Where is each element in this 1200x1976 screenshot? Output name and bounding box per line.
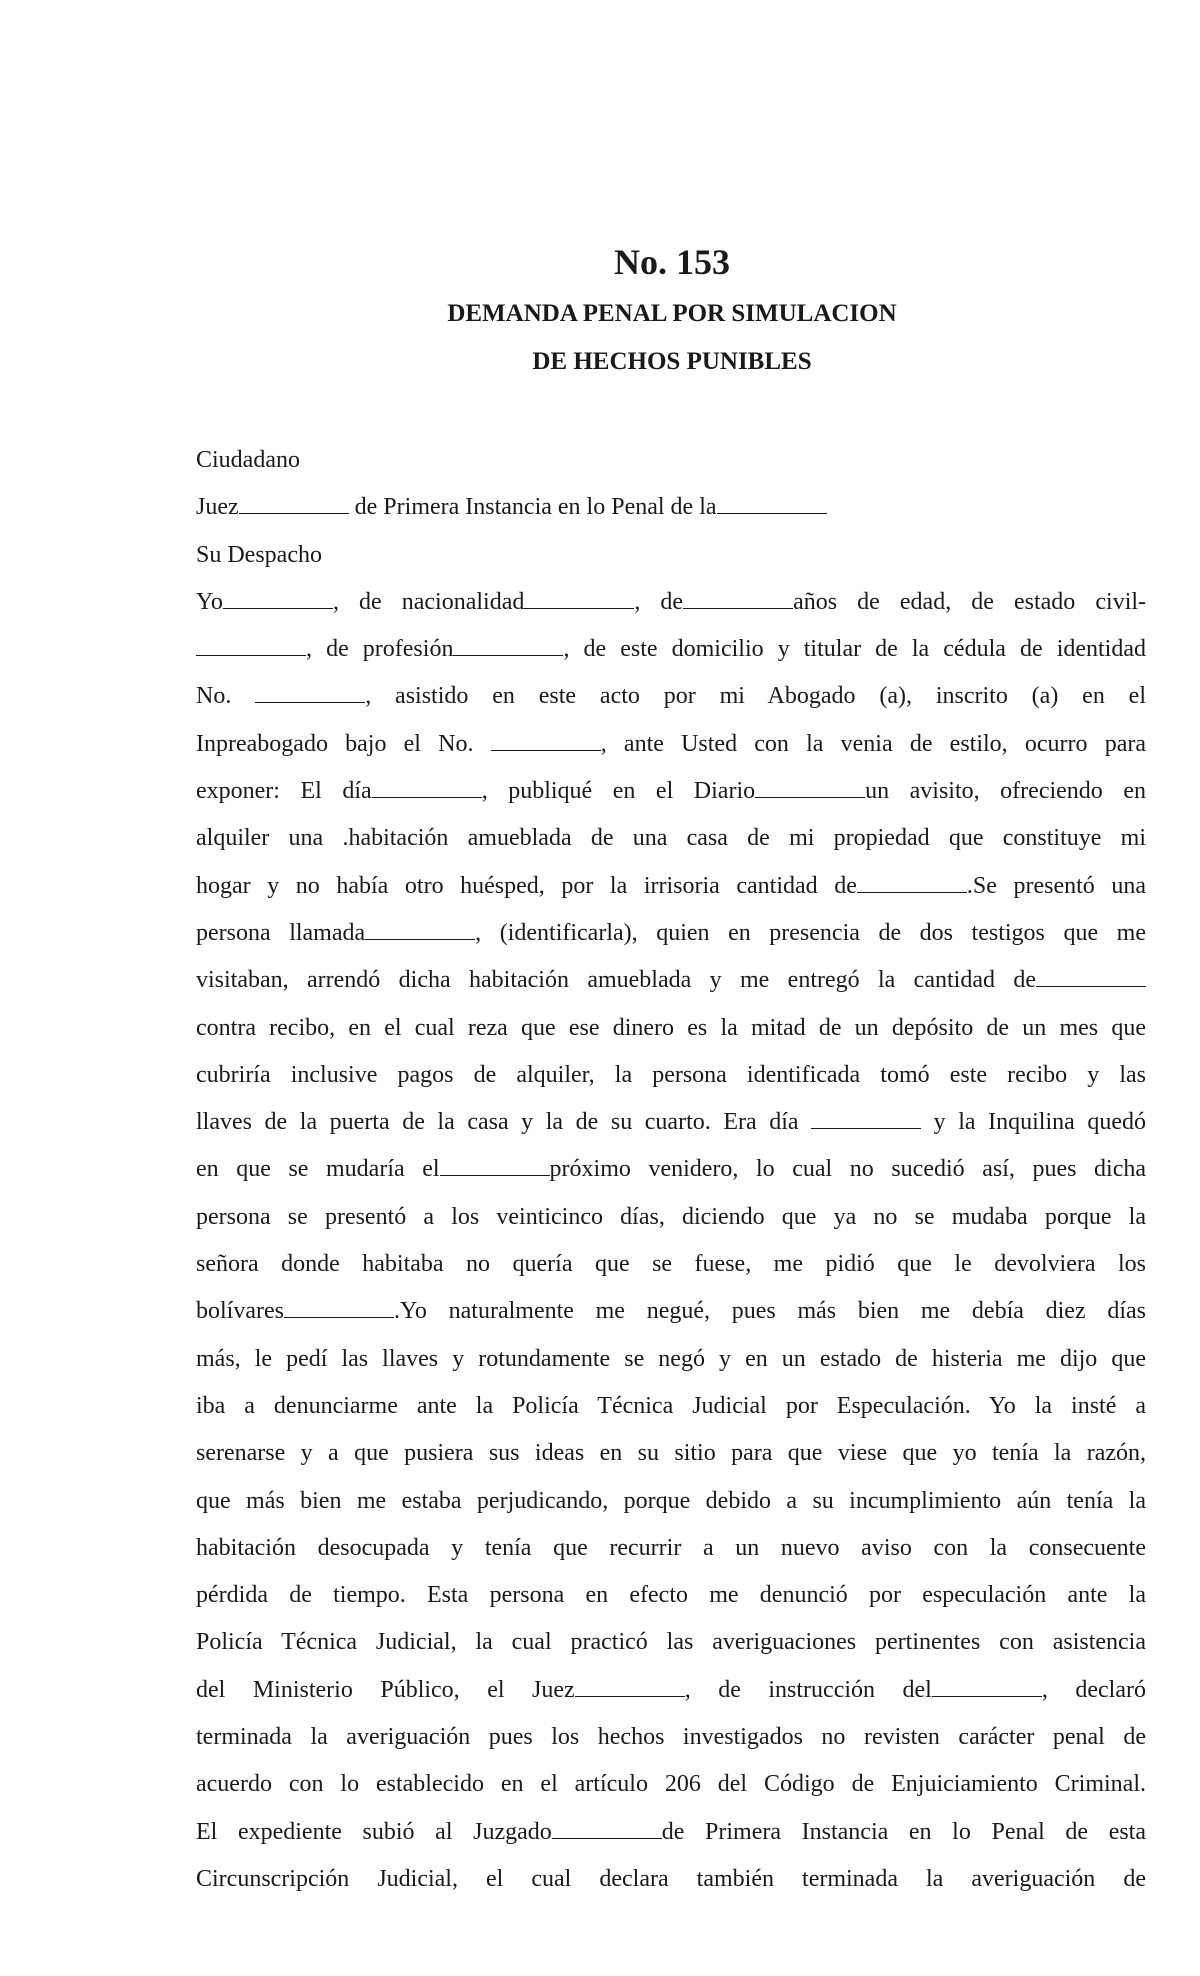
body-line: El expediente subió al Juzgado de Primera Instancia en lo Penal de esta (196, 1818, 1147, 1845)
blank-field (196, 635, 306, 656)
body-line: del Ministerio Público, el Juez , de instrucción del , declaró (196, 1676, 1146, 1703)
body-line: cubriría inclusive pagos de alquiler, la persona identificada tomó este recibo y las (196, 1061, 1146, 1088)
body-line: Circunscripción Judicial, el cual declara también terminada la averiguación de (196, 1865, 1146, 1892)
blank-field (284, 1297, 394, 1318)
blank-field (223, 588, 333, 609)
blank-field (453, 635, 563, 656)
body-line: bolívares .Yo naturalmente me negué, pues más bien me debía diez días (196, 1298, 1146, 1325)
body-line: Yo , de nacionalidad , de años de edad, de estado civil- (196, 588, 1147, 615)
blank-field (239, 493, 349, 514)
body-line: contra recibo, en el cual reza que ese dinero es la mitad de un depósito de un mes que (196, 1014, 1146, 1041)
blank-field (255, 682, 365, 703)
salutation: Ciudadano (196, 447, 300, 473)
blank-field (932, 1676, 1042, 1697)
blank-field (524, 588, 634, 609)
blank-field (683, 588, 793, 609)
body-line: habitación desocupada y tenía que recurrir a un nuevo aviso con la consecuente (196, 1534, 1146, 1561)
document-title-line-2: DE HECHOS PUNIBLES (532, 348, 812, 375)
body-line: terminada la averiguación pues los hechos investigados no revisten carácter penal de (196, 1724, 1146, 1751)
body-line: No. , asistido en este acto por mi Abogado (a), inscrito (a) en el (196, 683, 1146, 710)
blank-field (1036, 966, 1146, 987)
body-line: llaves de la puerta de la casa y la de su cuarto. Era día y la Inquilina quedó (196, 1109, 1146, 1136)
body-line: serenarse y a que pusiera sus ideas en su sitio para que viese que yo tenía la razón, (196, 1440, 1146, 1467)
document-title-line-1: DEMANDA PENAL POR SIMULACION (447, 300, 897, 327)
body-line: hogar y no había otro huésped, por la irrisoria cantidad de .Se presentó una (196, 872, 1146, 899)
body-line: señora donde habitaba no quería que se fuese, me pidió que le devolviera los (196, 1251, 1146, 1278)
body-line: más, le pedí las llaves y rotundamente se negó y en un estado de histeria me dijo que (196, 1345, 1146, 1372)
body-line: en que se mudaría el próximo venidero, lo cual no sucedió así, pues dicha (196, 1156, 1147, 1183)
body-line: alquiler una .habitación amueblada de una casa de mi propiedad que constituye mi (196, 825, 1146, 852)
body-line: Policía Técnica Judicial, la cual practicó las averiguaciones pertinentes con asistencia (196, 1629, 1146, 1656)
body-line: acuerdo con lo establecido en el artículo 206 del Código de Enjuiciamiento Criminal. (196, 1771, 1146, 1798)
body-line: Inpreabogado bajo el No. , ante Usted con la venia de estilo, ocurro para (196, 730, 1146, 757)
document-body (196, 437, 1146, 1903)
blank-field (717, 493, 827, 514)
body-line: persona llamada , (identificarla), quien en presencia de dos testigos que me (196, 919, 1146, 946)
blank-field (811, 1108, 921, 1129)
body-line: exponer: El día , publiqué en el Diario un avisito, ofreciendo en (196, 778, 1146, 805)
blank-field (491, 730, 601, 751)
blank-field (372, 777, 482, 798)
blank-field (755, 777, 865, 798)
document-number: No. 153 (614, 242, 730, 282)
body-line: persona se presentó a los veinticinco días, diciendo que ya no se mudaba porque la (196, 1203, 1146, 1230)
blank-field (440, 1155, 550, 1176)
blank-field (857, 872, 967, 893)
blank-field (552, 1818, 662, 1839)
body-line: pérdida de tiempo. Esta persona en efecto me denunció por especulación ante la (196, 1582, 1146, 1609)
blank-field (365, 919, 475, 940)
body-line: visitaban, arrendó dicha habitación amueblada y me entregó la cantidad de (196, 957, 1146, 1004)
blank-field (575, 1676, 685, 1697)
addressee-line: Juez de Primera Instancia en lo Penal de la (196, 484, 1146, 531)
body-line: iba a denunciarme ante la Policía Técnica Judicial por Especulación. Yo la insté a (196, 1392, 1146, 1419)
body-line: , de profesión , de este domicilio y titular de la cédula de identidad (196, 626, 1146, 673)
body-line: que más bien me estaba perjudicando, porque debido a su incumplimiento aún tenía la (196, 1487, 1146, 1514)
despacho-line: Su Despacho (196, 541, 322, 568)
